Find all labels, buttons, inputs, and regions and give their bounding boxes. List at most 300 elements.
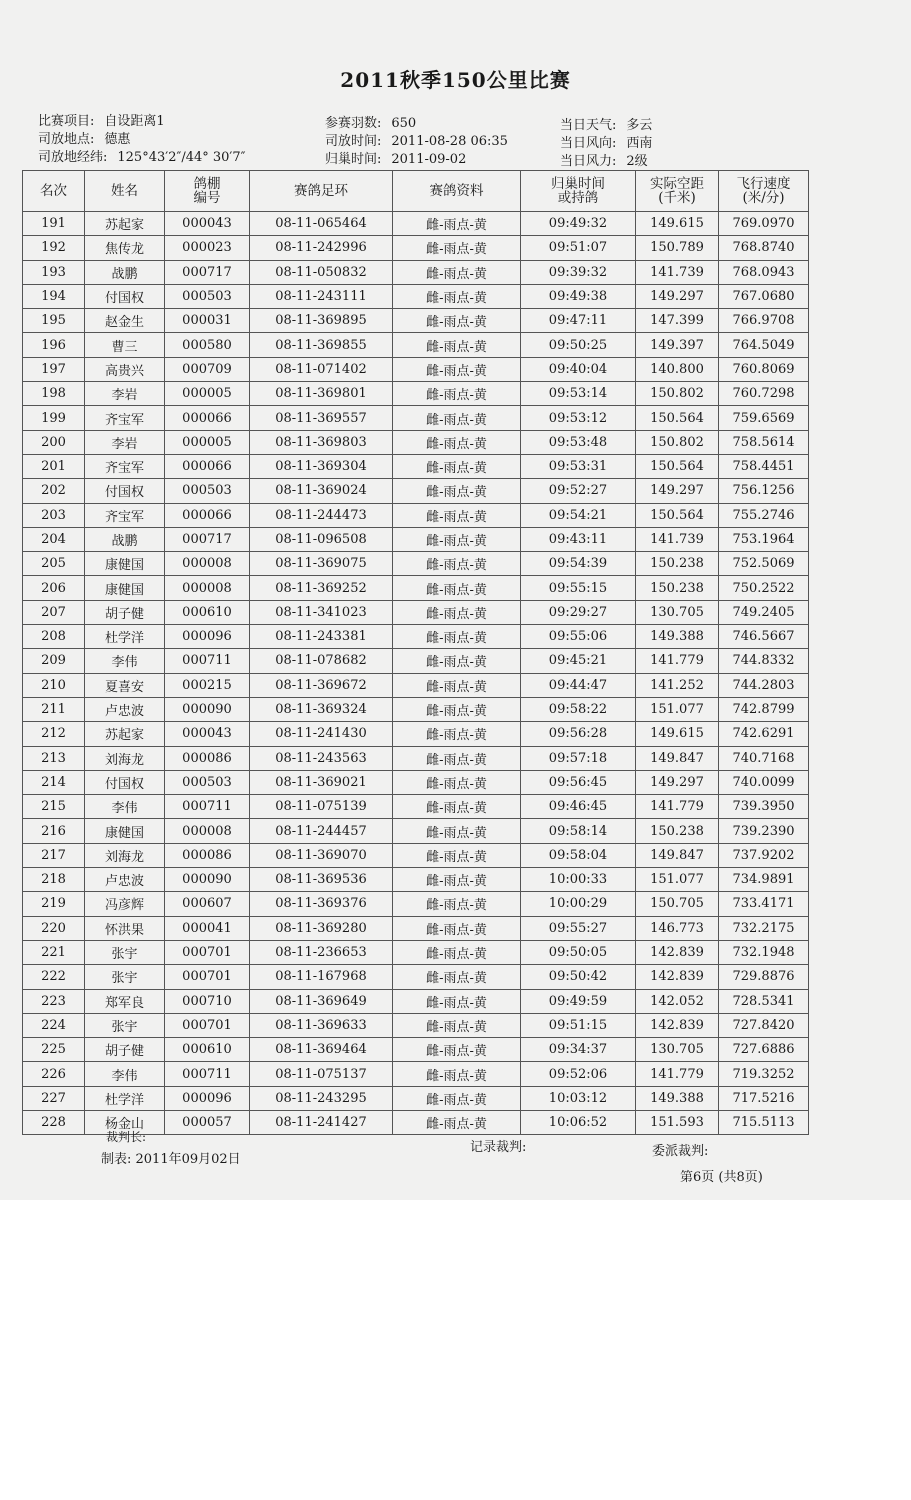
header-speed-line2: (米/分)	[742, 190, 785, 206]
cell-name: 齐宝军	[85, 406, 165, 430]
table-row	[23, 1086, 809, 1110]
cell-rank: 219	[23, 892, 85, 916]
cell-pigeon-info: 雌-雨点-黄	[393, 600, 521, 624]
info-coords-value: 125°43′2″/44° 30′7″	[117, 150, 246, 165]
cell-return-time: 09:50:25	[521, 333, 636, 357]
cell-pigeon-info: 雌-雨点-黄	[393, 576, 521, 600]
cell-return-time: 09:58:14	[521, 819, 636, 843]
cell-ring: 08-11-369803	[250, 430, 393, 454]
cell-loft-number: 000008	[165, 576, 250, 600]
cell-loft-number: 000711	[165, 1062, 250, 1086]
cell-ring: 08-11-369672	[250, 673, 393, 697]
cell-loft-number: 000580	[165, 333, 250, 357]
cell-name: 康健国	[85, 552, 165, 576]
cell-return-time: 09:51:15	[521, 1013, 636, 1037]
header-time-line1: 归巢时间	[551, 176, 605, 192]
table-row	[23, 333, 809, 357]
cell-name: 张宇	[85, 940, 165, 964]
cell-distance: 150.238	[636, 819, 719, 843]
cell-pigeon-info: 雌-雨点-黄	[393, 625, 521, 649]
cell-loft-number: 000215	[165, 673, 250, 697]
cell-loft-number: 000503	[165, 770, 250, 794]
header-time	[521, 171, 636, 212]
table-row	[23, 892, 809, 916]
table-row	[23, 503, 809, 527]
cell-speed: 727.8420	[719, 1013, 809, 1037]
cell-loft-number: 000043	[165, 212, 250, 236]
cell-loft-number: 000057	[165, 1110, 250, 1134]
results-table-body	[23, 212, 809, 1135]
cell-ring: 08-11-369557	[250, 406, 393, 430]
cell-name: 齐宝军	[85, 454, 165, 478]
cell-rank: 224	[23, 1013, 85, 1037]
cell-pigeon-info: 雌-雨点-黄	[393, 1013, 521, 1037]
info-count-value: 650	[391, 116, 417, 131]
cell-speed: 759.6569	[719, 406, 809, 430]
cell-return-time: 09:29:27	[521, 600, 636, 624]
cell-speed: 746.5667	[719, 625, 809, 649]
cell-loft-number: 000701	[165, 1013, 250, 1037]
cell-ring: 08-11-369024	[250, 479, 393, 503]
cell-speed: 742.6291	[719, 722, 809, 746]
cell-speed: 739.2390	[719, 819, 809, 843]
results-table	[22, 170, 809, 1135]
cell-loft-number: 000066	[165, 406, 250, 430]
cell-name: 李岩	[85, 382, 165, 406]
header-speed-line1: 飞行速度	[736, 176, 791, 192]
cell-ring: 08-11-244457	[250, 819, 393, 843]
header-speed	[719, 171, 809, 212]
cell-distance: 149.397	[636, 333, 719, 357]
cell-name: 李伟	[85, 795, 165, 819]
cell-distance: 150.802	[636, 430, 719, 454]
cell-pigeon-info: 雌-雨点-黄	[393, 916, 521, 940]
cell-pigeon-info: 雌-雨点-黄	[393, 212, 521, 236]
chief-judge-label: 裁判长:	[106, 1130, 147, 1144]
cell-distance: 149.847	[636, 746, 719, 770]
cell-loft-number: 000066	[165, 454, 250, 478]
header-distance-line2: (千米)	[658, 190, 696, 206]
cell-speed: 733.4171	[719, 892, 809, 916]
cell-ring: 08-11-167968	[250, 965, 393, 989]
cell-name: 康健国	[85, 576, 165, 600]
cell-ring: 08-11-243563	[250, 746, 393, 770]
cell-pigeon-info: 雌-雨点-黄	[393, 552, 521, 576]
cell-ring: 08-11-369070	[250, 843, 393, 867]
cell-return-time: 09:53:14	[521, 382, 636, 406]
cell-rank: 214	[23, 770, 85, 794]
info-wind-force-label: 当日风力:	[560, 154, 617, 169]
cell-return-time: 09:55:27	[521, 916, 636, 940]
cell-return-time: 10:00:33	[521, 868, 636, 892]
cell-name: 刘海龙	[85, 843, 165, 867]
cell-name: 付国权	[85, 479, 165, 503]
cell-ring: 08-11-243295	[250, 1086, 393, 1110]
cell-ring: 08-11-369280	[250, 916, 393, 940]
cell-pigeon-info: 雌-雨点-黄	[393, 430, 521, 454]
cell-speed: 732.1948	[719, 940, 809, 964]
cell-pigeon-info: 雌-雨点-黄	[393, 357, 521, 381]
cell-speed: 766.9708	[719, 309, 809, 333]
cell-pigeon-info: 雌-雨点-黄	[393, 746, 521, 770]
cell-pigeon-info: 雌-雨点-黄	[393, 479, 521, 503]
cell-name: 苏起家	[85, 722, 165, 746]
cell-pigeon-info: 雌-雨点-黄	[393, 1062, 521, 1086]
cell-rank: 217	[23, 843, 85, 867]
cell-pigeon-info: 雌-雨点-黄	[393, 309, 521, 333]
cell-speed: 753.1964	[719, 527, 809, 551]
cell-name: 齐宝军	[85, 503, 165, 527]
cell-pigeon-info: 雌-雨点-黄	[393, 697, 521, 721]
cell-distance: 141.779	[636, 1062, 719, 1086]
header-ring: 赛鸽足环	[250, 171, 393, 212]
cell-return-time: 09:49:38	[521, 284, 636, 308]
cell-distance: 149.388	[636, 625, 719, 649]
cell-distance: 151.593	[636, 1110, 719, 1134]
cell-distance: 141.779	[636, 795, 719, 819]
cell-speed: 734.9891	[719, 868, 809, 892]
table-row	[23, 843, 809, 867]
cell-return-time: 10:03:12	[521, 1086, 636, 1110]
cell-ring: 08-11-369801	[250, 382, 393, 406]
cell-distance: 141.739	[636, 260, 719, 284]
info-place	[38, 128, 130, 147]
cell-distance: 142.839	[636, 1013, 719, 1037]
cell-distance: 150.564	[636, 454, 719, 478]
cell-ring: 08-11-065464	[250, 212, 393, 236]
cell-distance: 142.839	[636, 940, 719, 964]
cell-rank: 196	[23, 333, 85, 357]
cell-name: 卢忠波	[85, 868, 165, 892]
cell-pigeon-info: 雌-雨点-黄	[393, 940, 521, 964]
cell-speed: 755.2746	[719, 503, 809, 527]
cell-loft-number: 000008	[165, 552, 250, 576]
info-place-label: 司放地点:	[38, 132, 95, 147]
cell-distance: 150.564	[636, 406, 719, 430]
cell-speed: 764.5049	[719, 333, 809, 357]
cell-pigeon-info: 雌-雨点-黄	[393, 236, 521, 260]
table-row	[23, 309, 809, 333]
cell-return-time: 09:55:06	[521, 625, 636, 649]
cell-return-time: 09:55:15	[521, 576, 636, 600]
cell-pigeon-info: 雌-雨点-黄	[393, 795, 521, 819]
cell-return-time: 09:53:31	[521, 454, 636, 478]
cell-speed: 728.5341	[719, 989, 809, 1013]
table-row	[23, 527, 809, 551]
cell-return-time: 09:58:22	[521, 697, 636, 721]
cell-pigeon-info: 雌-雨点-黄	[393, 868, 521, 892]
cell-speed: 760.8069	[719, 357, 809, 381]
cell-loft-number: 000711	[165, 649, 250, 673]
cell-rank: 206	[23, 576, 85, 600]
cell-rank: 212	[23, 722, 85, 746]
cell-distance: 150.238	[636, 552, 719, 576]
cell-ring: 08-11-369376	[250, 892, 393, 916]
cell-rank: 197	[23, 357, 85, 381]
cell-name: 胡子健	[85, 600, 165, 624]
cell-distance: 130.705	[636, 600, 719, 624]
cell-loft-number: 000090	[165, 868, 250, 892]
cell-distance: 151.077	[636, 697, 719, 721]
cell-ring: 08-11-369075	[250, 552, 393, 576]
cell-ring: 08-11-236653	[250, 940, 393, 964]
cell-return-time: 09:54:21	[521, 503, 636, 527]
header-rank: 名次	[23, 171, 85, 212]
cell-distance: 149.297	[636, 284, 719, 308]
cell-return-time: 10:06:52	[521, 1110, 636, 1134]
cell-ring: 08-11-369633	[250, 1013, 393, 1037]
cell-speed: 758.5614	[719, 430, 809, 454]
cell-distance: 149.615	[636, 212, 719, 236]
cell-ring: 08-11-369304	[250, 454, 393, 478]
page-title: 2011秋季150公里比赛	[340, 68, 571, 92]
cell-rank: 202	[23, 479, 85, 503]
cell-pigeon-info: 雌-雨点-黄	[393, 649, 521, 673]
cell-rank: 227	[23, 1086, 85, 1110]
cell-return-time: 09:46:45	[521, 795, 636, 819]
cell-speed: 739.3950	[719, 795, 809, 819]
table-row	[23, 236, 809, 260]
cell-pigeon-info: 雌-雨点-黄	[393, 892, 521, 916]
cell-name: 夏喜安	[85, 673, 165, 697]
cell-loft-number: 000717	[165, 527, 250, 551]
cell-loft-number: 000008	[165, 819, 250, 843]
cell-rank: 201	[23, 454, 85, 478]
table-row	[23, 1038, 809, 1062]
table-row	[23, 479, 809, 503]
cell-ring: 08-11-078682	[250, 649, 393, 673]
cell-ring: 08-11-075137	[250, 1062, 393, 1086]
cell-pigeon-info: 雌-雨点-黄	[393, 1110, 521, 1134]
info-wind-force	[560, 150, 648, 169]
cell-rank: 225	[23, 1038, 85, 1062]
cell-speed: 742.8799	[719, 697, 809, 721]
cell-speed: 760.7298	[719, 382, 809, 406]
cell-name: 战鹏	[85, 527, 165, 551]
cell-loft-number: 000043	[165, 722, 250, 746]
cell-ring: 08-11-369324	[250, 697, 393, 721]
cell-pigeon-info: 雌-雨点-黄	[393, 382, 521, 406]
cell-rank: 228	[23, 1110, 85, 1134]
cell-ring: 08-11-075139	[250, 795, 393, 819]
cell-loft-number: 000086	[165, 746, 250, 770]
cell-return-time: 09:34:37	[521, 1038, 636, 1062]
cell-loft-number: 000610	[165, 600, 250, 624]
cell-pigeon-info: 雌-雨点-黄	[393, 770, 521, 794]
cell-name: 杜学洋	[85, 1086, 165, 1110]
cell-pigeon-info: 雌-雨点-黄	[393, 965, 521, 989]
cell-rank: 198	[23, 382, 85, 406]
cell-rank: 226	[23, 1062, 85, 1086]
header-loft-line1: 鸽棚	[193, 176, 221, 192]
table-row	[23, 673, 809, 697]
cell-speed: 752.5069	[719, 552, 809, 576]
cell-return-time: 09:52:06	[521, 1062, 636, 1086]
header-distance	[636, 171, 719, 212]
cell-name: 张宇	[85, 1013, 165, 1037]
cell-rank: 209	[23, 649, 85, 673]
appointed-judge-label: 委派裁判:	[652, 1144, 709, 1159]
info-count	[325, 112, 416, 131]
cell-return-time: 09:56:45	[521, 770, 636, 794]
cell-distance: 149.388	[636, 1086, 719, 1110]
cell-loft-number: 000503	[165, 479, 250, 503]
cell-ring: 08-11-244473	[250, 503, 393, 527]
info-wind-direction-label: 当日风向:	[560, 136, 617, 151]
info-count-label: 参赛羽数:	[325, 116, 382, 131]
table-row	[23, 1013, 809, 1037]
cell-return-time: 09:47:11	[521, 309, 636, 333]
cell-speed: 719.3252	[719, 1062, 809, 1086]
cell-loft-number: 000503	[165, 284, 250, 308]
table-row	[23, 1062, 809, 1086]
cell-loft-number: 000701	[165, 940, 250, 964]
cell-distance: 150.789	[636, 236, 719, 260]
cell-distance: 149.297	[636, 770, 719, 794]
cell-pigeon-info: 雌-雨点-黄	[393, 454, 521, 478]
table-row	[23, 260, 809, 284]
table-row	[23, 576, 809, 600]
cell-speed: 767.0680	[719, 284, 809, 308]
cell-speed: 717.5216	[719, 1086, 809, 1110]
cell-rank: 205	[23, 552, 85, 576]
cell-return-time: 09:53:12	[521, 406, 636, 430]
cell-loft-number: 000610	[165, 1038, 250, 1062]
table-row	[23, 965, 809, 989]
cell-loft-number: 000005	[165, 382, 250, 406]
header-info: 赛鸽资料	[393, 171, 521, 212]
cell-pigeon-info: 雌-雨点-黄	[393, 843, 521, 867]
table-row	[23, 795, 809, 819]
cell-rank: 207	[23, 600, 85, 624]
cell-name: 付国权	[85, 770, 165, 794]
cell-rank: 193	[23, 260, 85, 284]
cell-name: 胡子健	[85, 1038, 165, 1062]
cell-speed: 727.6886	[719, 1038, 809, 1062]
table-row	[23, 770, 809, 794]
cell-distance: 150.802	[636, 382, 719, 406]
results-table-header	[23, 171, 809, 212]
cell-loft-number: 000717	[165, 260, 250, 284]
cell-distance: 142.839	[636, 965, 719, 989]
cell-ring: 08-11-369536	[250, 868, 393, 892]
cell-rank: 203	[23, 503, 85, 527]
table-row	[23, 625, 809, 649]
cell-rank: 222	[23, 965, 85, 989]
cell-name: 康健国	[85, 819, 165, 843]
cell-speed: 769.0970	[719, 212, 809, 236]
info-weather-label: 当日天气:	[560, 118, 617, 133]
cell-rank: 223	[23, 989, 85, 1013]
info-weather-value: 多云	[626, 118, 653, 133]
info-wind-force-value: 2级	[626, 154, 648, 169]
cell-distance: 142.052	[636, 989, 719, 1013]
record-judge-label: 记录裁判:	[470, 1140, 527, 1155]
cell-pigeon-info: 雌-雨点-黄	[393, 503, 521, 527]
made-by-date: 制表: 2011年09月02日	[101, 1152, 241, 1167]
cell-distance: 150.564	[636, 503, 719, 527]
table-row	[23, 382, 809, 406]
info-coords-label: 司放地经纬:	[38, 150, 108, 165]
cell-speed: 715.5113	[719, 1110, 809, 1134]
table-row	[23, 819, 809, 843]
info-project-label: 比赛项目:	[38, 114, 95, 129]
cell-name: 杜学洋	[85, 625, 165, 649]
cell-return-time: 09:49:59	[521, 989, 636, 1013]
cell-return-time: 09:39:32	[521, 260, 636, 284]
cell-speed: 740.0099	[719, 770, 809, 794]
table-row	[23, 746, 809, 770]
info-project	[38, 110, 165, 129]
cell-loft-number: 000005	[165, 430, 250, 454]
cell-loft-number: 000711	[165, 795, 250, 819]
cell-rank: 211	[23, 697, 85, 721]
cell-pigeon-info: 雌-雨点-黄	[393, 1038, 521, 1062]
cell-rank: 213	[23, 746, 85, 770]
cell-rank: 210	[23, 673, 85, 697]
cell-distance: 130.705	[636, 1038, 719, 1062]
cell-name: 李伟	[85, 649, 165, 673]
info-wind-direction-value: 西南	[626, 136, 653, 151]
cell-ring: 08-11-341023	[250, 600, 393, 624]
cell-ring: 08-11-369855	[250, 333, 393, 357]
table-row	[23, 649, 809, 673]
cell-ring: 08-11-369464	[250, 1038, 393, 1062]
cell-ring: 08-11-243381	[250, 625, 393, 649]
cell-return-time: 09:40:04	[521, 357, 636, 381]
cell-rank: 195	[23, 309, 85, 333]
cell-pigeon-info: 雌-雨点-黄	[393, 989, 521, 1013]
header-distance-line1: 实际空距	[650, 176, 704, 192]
cell-return-time: 09:54:39	[521, 552, 636, 576]
cell-ring: 08-11-241430	[250, 722, 393, 746]
cell-ring: 08-11-050832	[250, 260, 393, 284]
cell-ring: 08-11-096508	[250, 527, 393, 551]
cell-distance: 149.297	[636, 479, 719, 503]
cell-name: 焦传龙	[85, 236, 165, 260]
cell-rank: 221	[23, 940, 85, 964]
cell-loft-number: 000090	[165, 697, 250, 721]
cell-distance: 147.399	[636, 309, 719, 333]
cell-speed: 744.2803	[719, 673, 809, 697]
table-row	[23, 989, 809, 1013]
table-row	[23, 940, 809, 964]
cell-ring: 08-11-369895	[250, 309, 393, 333]
cell-loft-number: 000607	[165, 892, 250, 916]
cell-ring: 08-11-241427	[250, 1110, 393, 1134]
header-name: 姓名	[85, 171, 165, 212]
cell-speed: 758.4451	[719, 454, 809, 478]
cell-pigeon-info: 雌-雨点-黄	[393, 819, 521, 843]
cell-name: 苏起家	[85, 212, 165, 236]
cell-name: 刘海龙	[85, 746, 165, 770]
cell-name: 怀洪果	[85, 916, 165, 940]
info-release	[325, 130, 508, 149]
cell-pigeon-info: 雌-雨点-黄	[393, 527, 521, 551]
cell-rank: 218	[23, 868, 85, 892]
cell-speed: 740.7168	[719, 746, 809, 770]
table-row	[23, 212, 809, 236]
cell-rank: 192	[23, 236, 85, 260]
table-row	[23, 284, 809, 308]
cell-loft-number: 000701	[165, 965, 250, 989]
cell-name: 冯彦辉	[85, 892, 165, 916]
cell-return-time: 09:51:07	[521, 236, 636, 260]
table-row	[23, 722, 809, 746]
cell-loft-number: 000066	[165, 503, 250, 527]
cell-rank: 220	[23, 916, 85, 940]
info-release-label: 司放时间:	[325, 134, 382, 149]
